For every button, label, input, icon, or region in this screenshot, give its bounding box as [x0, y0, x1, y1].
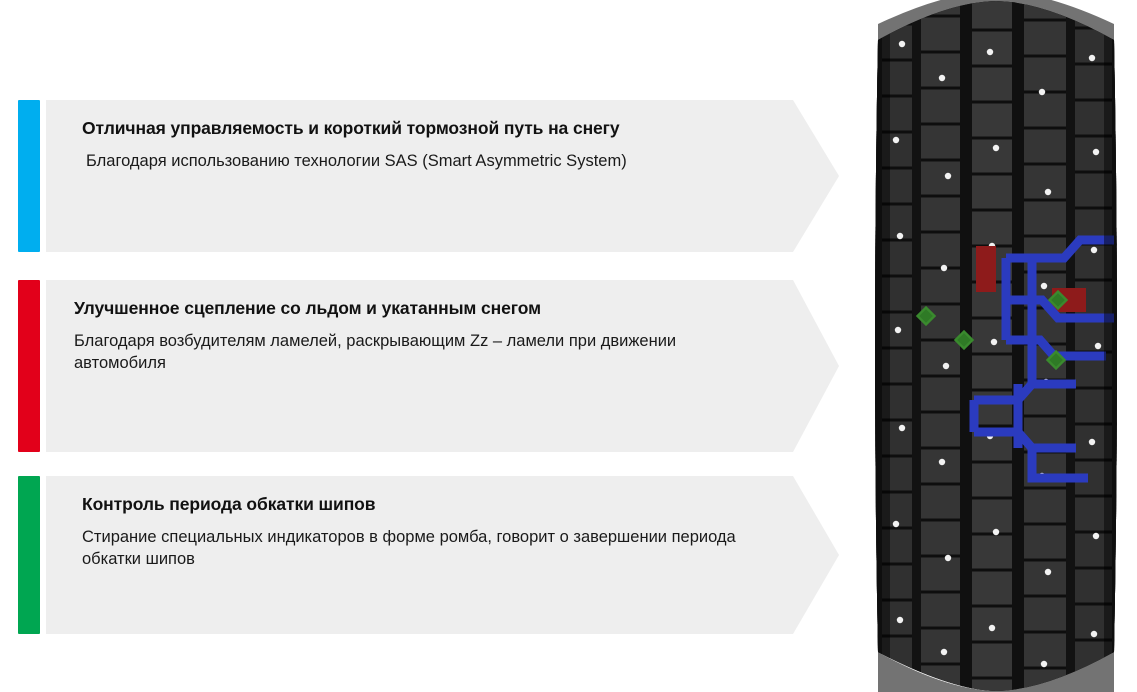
feature-block-handling [18, 100, 793, 252]
tread-pattern [874, 0, 1120, 692]
tire-image [856, 0, 1137, 692]
accent-bar-red [18, 280, 40, 452]
accent-bar-blue [18, 100, 40, 252]
feature-title: Контроль периода обкатки шипов [82, 494, 376, 514]
feature-description: Стирание специальных индикаторов в форме ромба, говорит о завершении периода обкатки шипов [82, 528, 736, 568]
feature-block-stud-break-in [18, 476, 793, 634]
feature-body [46, 476, 793, 634]
feature-block-ice-grip [18, 280, 793, 452]
panel-arrow-icon [793, 280, 839, 452]
feature-title: Улучшенное сцепление со льдом и укатанным снегом [74, 298, 541, 318]
accent-bar-green [18, 476, 40, 634]
feature-panel [46, 280, 793, 452]
feature-description: Благодаря использованию технологии SAS (Smart Asymmetric System) [86, 152, 627, 170]
panel-arrow-icon [793, 476, 839, 634]
feature-panel [46, 476, 793, 634]
panel-arrow-icon [793, 100, 839, 252]
feature-body [46, 100, 793, 252]
feature-body [46, 280, 793, 452]
feature-description: Благодаря возбудителям ламелей, раскрывающим Zz – ламели при движении автомобиля [74, 332, 677, 372]
feature-panel [46, 100, 793, 252]
feature-title: Отличная управляемость и короткий тормозной путь на снегу [82, 118, 620, 138]
